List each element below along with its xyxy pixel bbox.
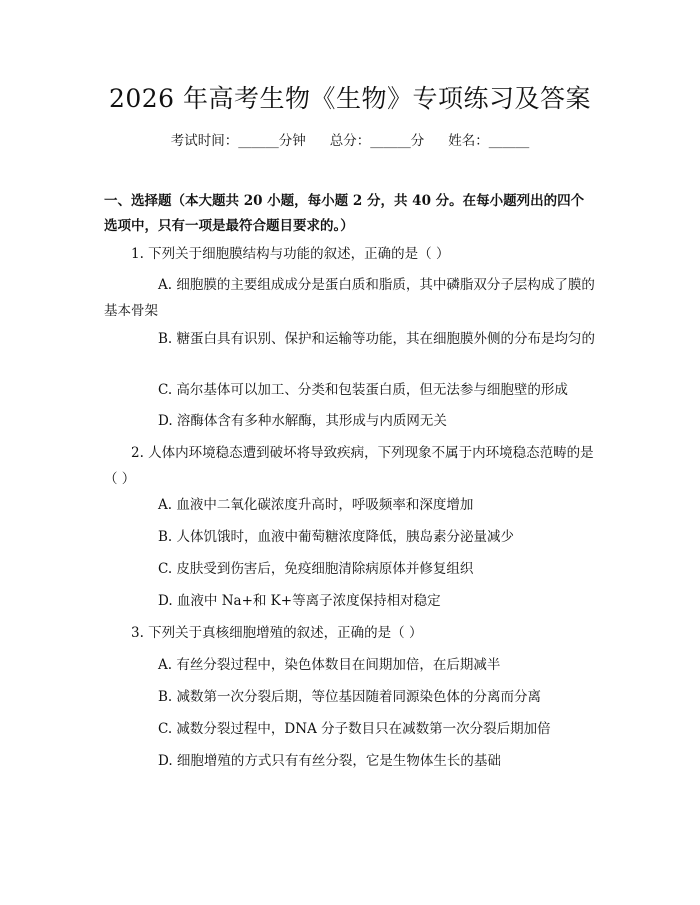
question-2-option-d: D. 血液中 Na+和 K+等离子浓度保持相对稳定 [158, 593, 441, 609]
question-1-stem: 1. 下列关于细胞膜结构与功能的叙述，正确的是（ ） [131, 246, 450, 262]
question-2-option-c: C. 皮肤受到伤害后，免疫细胞清除病原体并修复组织 [158, 561, 474, 577]
question-2-option-b: B. 人体饥饿时，血液中葡萄糖浓度降低，胰岛素分泌量减少 [158, 529, 515, 545]
student-name-field: 姓名：______ [448, 133, 530, 149]
question-3-option-b: B. 减数第一次分裂后期，等位基因随着同源染色体的分离而分离 [158, 689, 542, 705]
total-score-field: 总分：______分 [329, 133, 425, 149]
question-1-option-d: D. 溶酶体含有多种水解酶，其形成与内质网无关 [158, 413, 447, 429]
question-3-stem: 3. 下列关于真核细胞增殖的叙述，正确的是（ ） [131, 625, 423, 641]
question-2-stem: 2. 人体内环境稳态遭到破坏将导致疾病，下列现象不属于内环境稳态范畴的是（ ） [104, 445, 594, 487]
question-1-option-b: B. 糖蛋白具有识别、保护和运输等功能，其在细胞膜外侧的分布是均匀的 [158, 331, 596, 347]
question-3-option-c: C. 减数分裂过程中，DNA 分子数目只在减数第一次分裂后期加倍 [158, 721, 551, 737]
question-3-option-a: A. 有丝分裂过程中，染色体数目在间期加倍，在后期减半 [158, 657, 501, 673]
question-1-option-c: C. 高尔基体可以加工、分类和包装蛋白质，但无法参与细胞壁的形成 [158, 382, 568, 398]
section-heading-choice: 一、选择题（本大题共 20 小题，每小题 2 分，共 40 分。在每小题列出的四个选项中，只有一项是最符合题目要求的。） [104, 193, 585, 234]
page-title: 2026 年高考生物《生物》专项练习及答案 [108, 84, 592, 113]
question-3-option-d: D. 细胞增殖的方式只有有丝分裂，它是生物体生长的基础 [158, 753, 501, 769]
exam-info-line [0, 131, 700, 151]
exam-time-field: 考试时间：______分钟 [170, 133, 306, 149]
question-2-option-a: A. 血液中二氧化碳浓度升高时，呼吸频率和深度增加 [158, 497, 474, 513]
question-1-option-a: A. 细胞膜的主要组成成分是蛋白质和脂质，其中磷脂双分子层构成了膜的基本骨架 [104, 277, 595, 319]
